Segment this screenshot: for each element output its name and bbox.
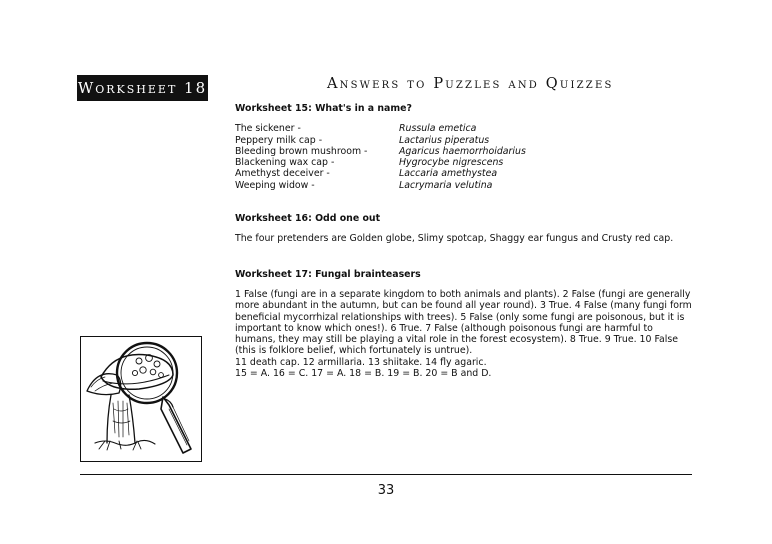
answer-line: 1 False (fungi are in a separate kingdom to both animals and plants). 2 False (fungi are generally [235,288,691,300]
common-name: Blackening wax cap - [235,157,335,169]
common-name: Bleeding brown mushroom - [235,145,368,157]
answer-line: important to know which ones!). 6 True. 7 False (although poisonous fungi are harmful to [235,322,653,334]
ws17-heading: Worksheet 17: Fungal brainteasers [235,268,421,280]
page-number: 33 [377,483,395,498]
answer-line: humans, they may still be playing a vital role in the forest ecosystem). 8 True. 9 True. 10 False [235,334,678,346]
ws16-heading: Worksheet 16: Odd one out [235,213,381,225]
magnifying-glass-icon [81,337,202,462]
species-row [235,180,526,191]
latin-name: Lactarius piperatus [399,134,490,146]
latin-name: Russula emetica [399,123,477,135]
page-title: Answers to Puzzles and Quizzes [327,76,614,92]
species-row [235,135,526,146]
common-name: The sickener - [235,123,301,135]
mushroom-illustration [80,336,202,462]
footer-divider [80,474,692,475]
ws16-answer: The four pretenders are Golden globe, Slimy spotcap, Shaggy ear fungus and Crusty red cap. [235,233,674,245]
species-row [235,123,526,134]
answers-content [235,103,705,379]
species-row [235,168,526,179]
latin-name: Laccaria amethystea [399,168,498,180]
common-name: Amethyst deceiver - [235,168,330,180]
common-name: Weeping widow - [235,179,315,191]
ws15-heading: Worksheet 15: What's in a name? [235,103,412,114]
species-list [235,123,526,191]
latin-name: Agaricus haemorrhoidarius [399,145,526,157]
answer-line: 15 = A. 16 = C. 17 = A. 18 = B. 19 = B. 20 = B and D. [235,368,492,380]
species-row [235,146,526,157]
answer-line: beneficial mycorrhizal relationships with trees). 5 False (only some fungi are poisonous, but it is [235,311,685,323]
answer-line: 11 death cap. 12 armillaria. 13 shiitake. 14 fly agaric. [235,356,487,368]
latin-name: Hygrocybe nigrescens [399,157,504,169]
common-name: Peppery milk cap - [235,134,323,146]
species-row [235,157,526,168]
worksheet-badge: Worksheet 18 [77,75,208,101]
answer-line: more abundant in the autumn, but can be found all year round). 3 True. 4 False (many fungi form [235,300,692,312]
latin-name: Lacrymaria velutina [399,179,493,191]
ws17-answers [235,289,705,379]
answer-line: (this is folklore belief, which fortunately is untrue). [235,345,473,357]
